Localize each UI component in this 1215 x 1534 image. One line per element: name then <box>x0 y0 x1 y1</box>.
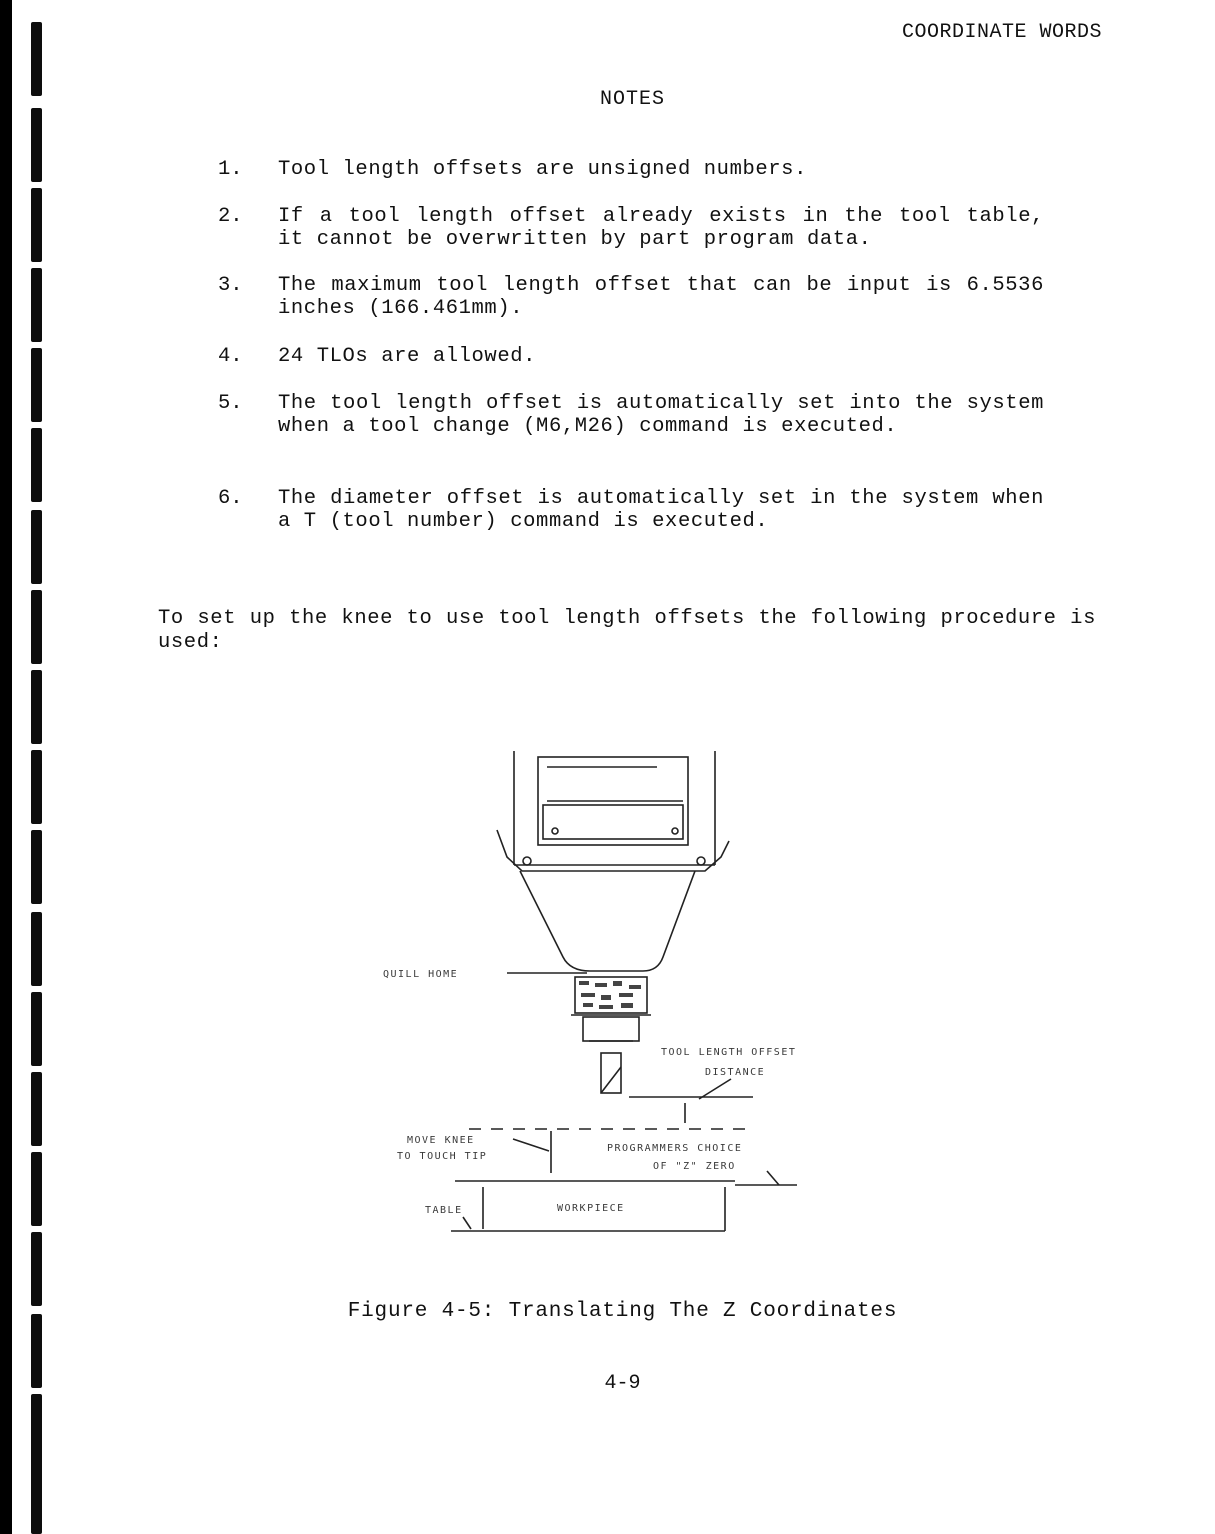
note-text: 24 TLOs are allowed. <box>278 345 537 368</box>
binding-hole <box>31 22 42 96</box>
binding-hole <box>31 750 42 824</box>
binding-hole <box>31 510 42 584</box>
prog-choice-label-line2: OF "Z" ZERO <box>653 1161 736 1172</box>
note-number: 1. <box>218 158 243 181</box>
binding-hole <box>31 1232 42 1306</box>
note-number: 5. <box>218 392 243 415</box>
quill-home-label: QUILL HOME <box>383 969 459 980</box>
table-label: TABLE <box>425 1205 463 1216</box>
screw-icon <box>552 828 558 834</box>
note-number: 6. <box>218 487 243 510</box>
note-text: Tool length offsets are unsigned numbers. <box>278 158 807 181</box>
binding-hole <box>31 348 42 422</box>
workpiece-label: WORKPIECE <box>557 1203 625 1214</box>
binding-hole <box>31 1072 42 1146</box>
binding-hole <box>31 1152 42 1226</box>
note-text: If a tool length offset already exists in the tool table, it cannot be overwritten by part program data. <box>278 205 1044 251</box>
milling-head-drawing <box>375 745 815 1235</box>
figure-4-5-diagram <box>375 745 815 1235</box>
intro-paragraph: To set up the knee to use tool length offsets the following procedure is used: <box>158 607 1096 654</box>
binding-hole <box>31 1394 42 1468</box>
note-number: 4. <box>218 345 243 368</box>
page-number: 4-9 <box>604 1372 641 1395</box>
binding-hole <box>31 830 42 904</box>
binding-hole <box>31 268 42 342</box>
section-header: COORDINATE WORDS <box>901 21 1102 44</box>
binding-hole <box>31 912 42 986</box>
move-knee-label-line1: MOVE KNEE <box>407 1135 475 1146</box>
tool-tip <box>601 1067 621 1093</box>
binding-hole <box>31 670 42 744</box>
note-text: The maximum tool length offset that can be input is 6.5536 inches (166.461mm). <box>278 274 1044 320</box>
binding-hole <box>31 590 42 664</box>
screw-icon <box>523 857 531 865</box>
knurl-texture <box>579 981 641 1009</box>
note-number: 2. <box>218 205 243 228</box>
note-text: The diameter offset is automatically set in the system when a T (tool number) command is executed. <box>278 487 1044 533</box>
binding-hole <box>31 1460 42 1534</box>
move-knee-leader <box>513 1139 549 1151</box>
tlo-leader <box>699 1079 731 1099</box>
binding-hole <box>31 108 42 182</box>
note-text: The tool length offset is automatically set into the system when a tool change (M6,M26) command is executed. <box>278 392 1044 438</box>
binding-hole <box>31 188 42 262</box>
tool-holder <box>601 1053 621 1093</box>
binding-hole <box>31 992 42 1066</box>
window-plate <box>543 805 683 839</box>
tlo-distance-label-line2: DISTANCE <box>705 1067 766 1078</box>
note-number: 3. <box>218 274 243 297</box>
notes-title: NOTES <box>599 88 665 111</box>
spindle-nose <box>583 1017 639 1041</box>
table-leader <box>463 1217 471 1229</box>
screw-icon <box>672 828 678 834</box>
quill-housing <box>520 871 695 971</box>
tlo-distance-label-line1: TOOL LENGTH OFFSET <box>661 1047 797 1058</box>
move-knee-label-line2: TO TOUCH TIP <box>397 1151 488 1162</box>
prog-choice-tick <box>767 1171 779 1185</box>
screw-icon <box>697 857 705 865</box>
binding-hole <box>31 428 42 502</box>
figure-caption: Figure 4-5: Translating The Z Coordinates <box>347 1300 898 1323</box>
prog-choice-label-line1: PROGRAMMERS CHOICE <box>607 1143 743 1154</box>
